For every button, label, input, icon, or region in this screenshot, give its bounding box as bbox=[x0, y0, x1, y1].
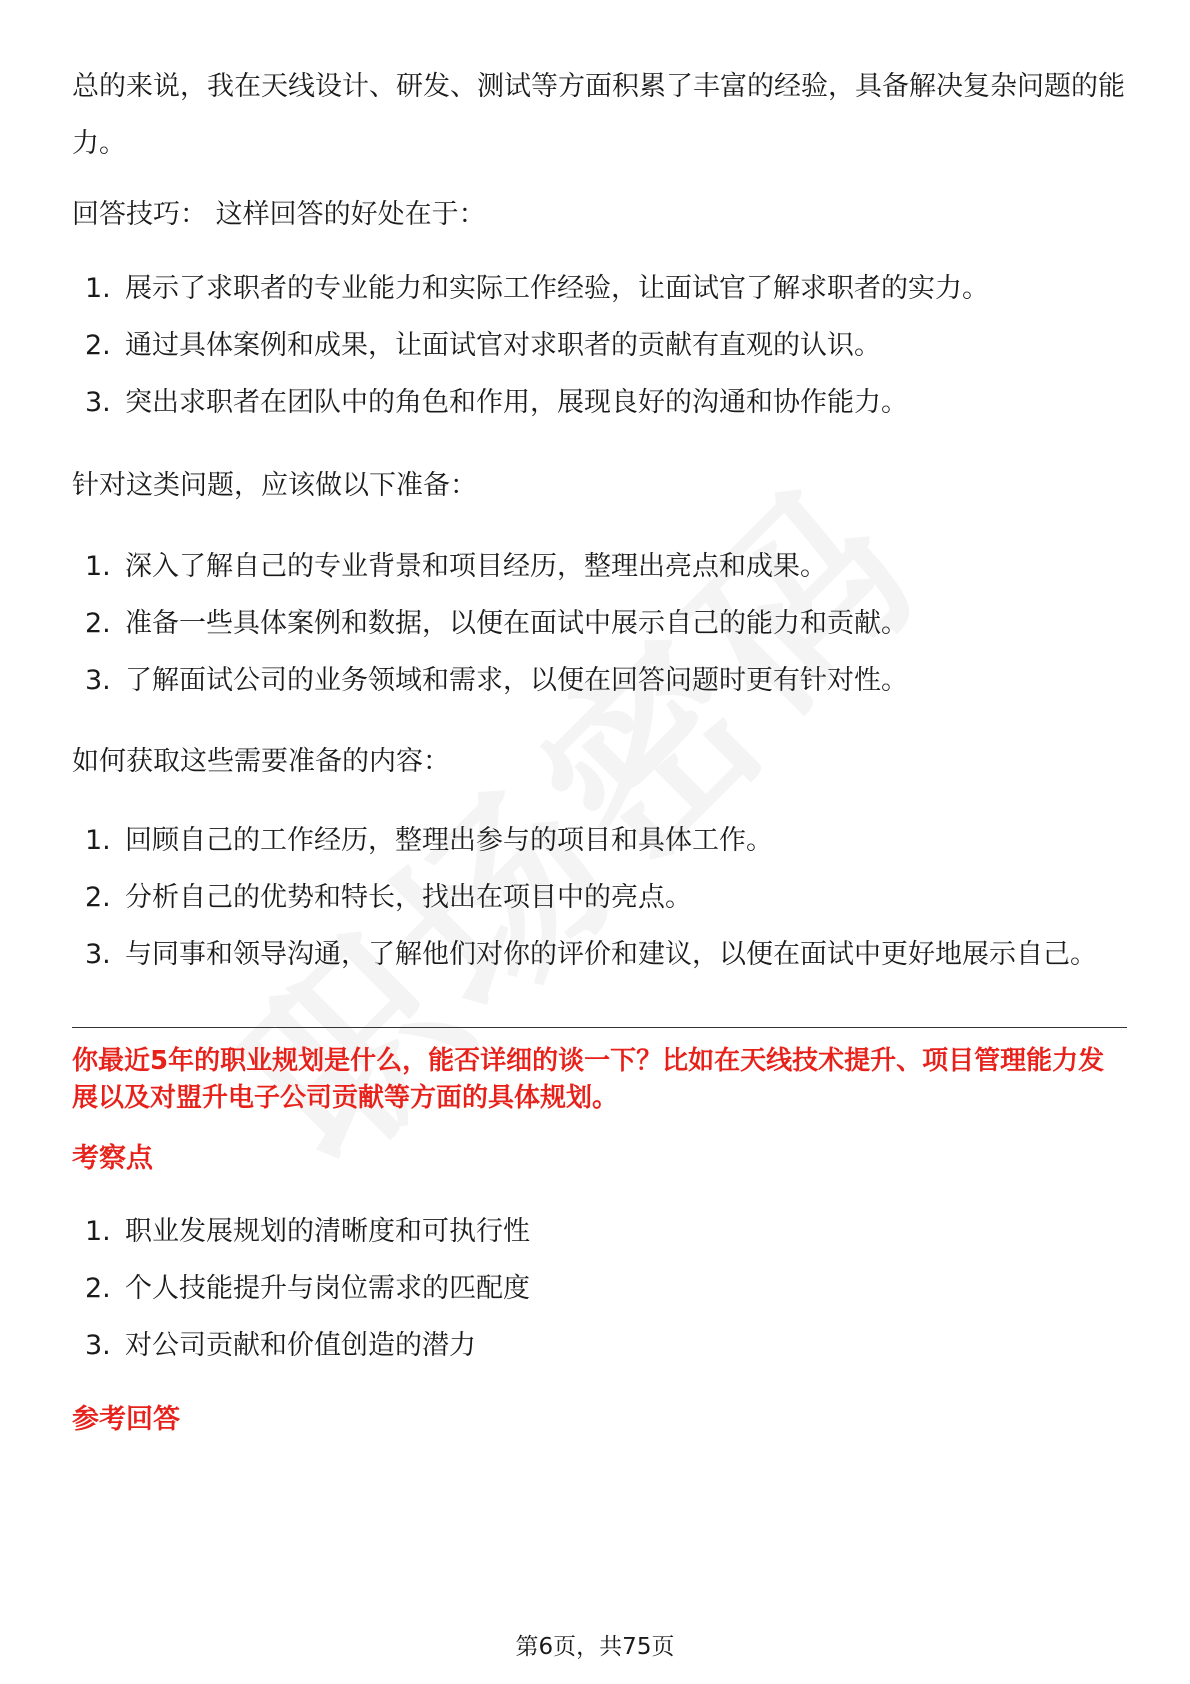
list-item: 2. 个人技能提升与岗位需求的匹配度 bbox=[85, 1273, 530, 1304]
tips-heading: 回答技巧： 这样回答的好处在于： bbox=[72, 199, 486, 230]
list-item: 1. 深入了解自己的专业背景和项目经历，整理出亮点和成果。 bbox=[85, 551, 827, 582]
section-divider bbox=[72, 1027, 1127, 1028]
prep-list bbox=[72, 538, 1127, 709]
assessment-heading: 考察点 bbox=[72, 1143, 153, 1174]
list-item: 3. 与同事和领导沟通，了解他们对你的评价和建议，以便在面试中更好地展示自己。 bbox=[85, 939, 1097, 970]
page-number: 第6页，共75页 bbox=[515, 1634, 675, 1660]
tips-list bbox=[72, 260, 1127, 431]
list-item: 1. 职业发展规划的清晰度和可执行性 bbox=[85, 1216, 530, 1247]
list-item: 3. 突出求职者在团队中的角色和作用，展现良好的沟通和协作能力。 bbox=[85, 387, 908, 418]
question-title: 你最近5年的职业规划是什么，能否详细的谈一下？比如在天线技术提升、项目管理能力发展以及对盟升电子公司贡献等方面的具体规划。 bbox=[72, 1046, 1105, 1113]
intro-paragraph: 总的来说，我在天线设计、研发、测试等方面积累了丰富的经验，具备解决复杂问题的能力。 bbox=[72, 71, 1125, 159]
list-item: 3. 了解面试公司的业务领域和需求，以便在回答问题时更有针对性。 bbox=[85, 665, 908, 696]
prep-heading: 针对这类问题，应该做以下准备： bbox=[72, 470, 477, 501]
list-item: 2. 准备一些具体案例和数据，以便在面试中展示自己的能力和贡献。 bbox=[85, 608, 908, 639]
list-item: 1. 回顾自己的工作经历，整理出参与的项目和具体工作。 bbox=[85, 825, 773, 856]
list-item: 1. 展示了求职者的专业能力和实际工作经验，让面试官了解求职者的实力。 bbox=[85, 273, 989, 304]
obtain-heading: 如何获取这些需要准备的内容： bbox=[72, 746, 450, 777]
obtain-list bbox=[72, 812, 1127, 983]
reference-heading: 参考回答 bbox=[72, 1404, 180, 1435]
list-item: 2. 分析自己的优势和特长，找出在项目中的亮点。 bbox=[85, 882, 692, 913]
assessment-list bbox=[72, 1203, 1127, 1374]
list-item: 3. 对公司贡献和价值创造的潜力 bbox=[85, 1330, 476, 1361]
page-content bbox=[72, 58, 1127, 1440]
list-item: 2. 通过具体案例和成果，让面试官对求职者的贡献有直观的认识。 bbox=[85, 330, 881, 361]
